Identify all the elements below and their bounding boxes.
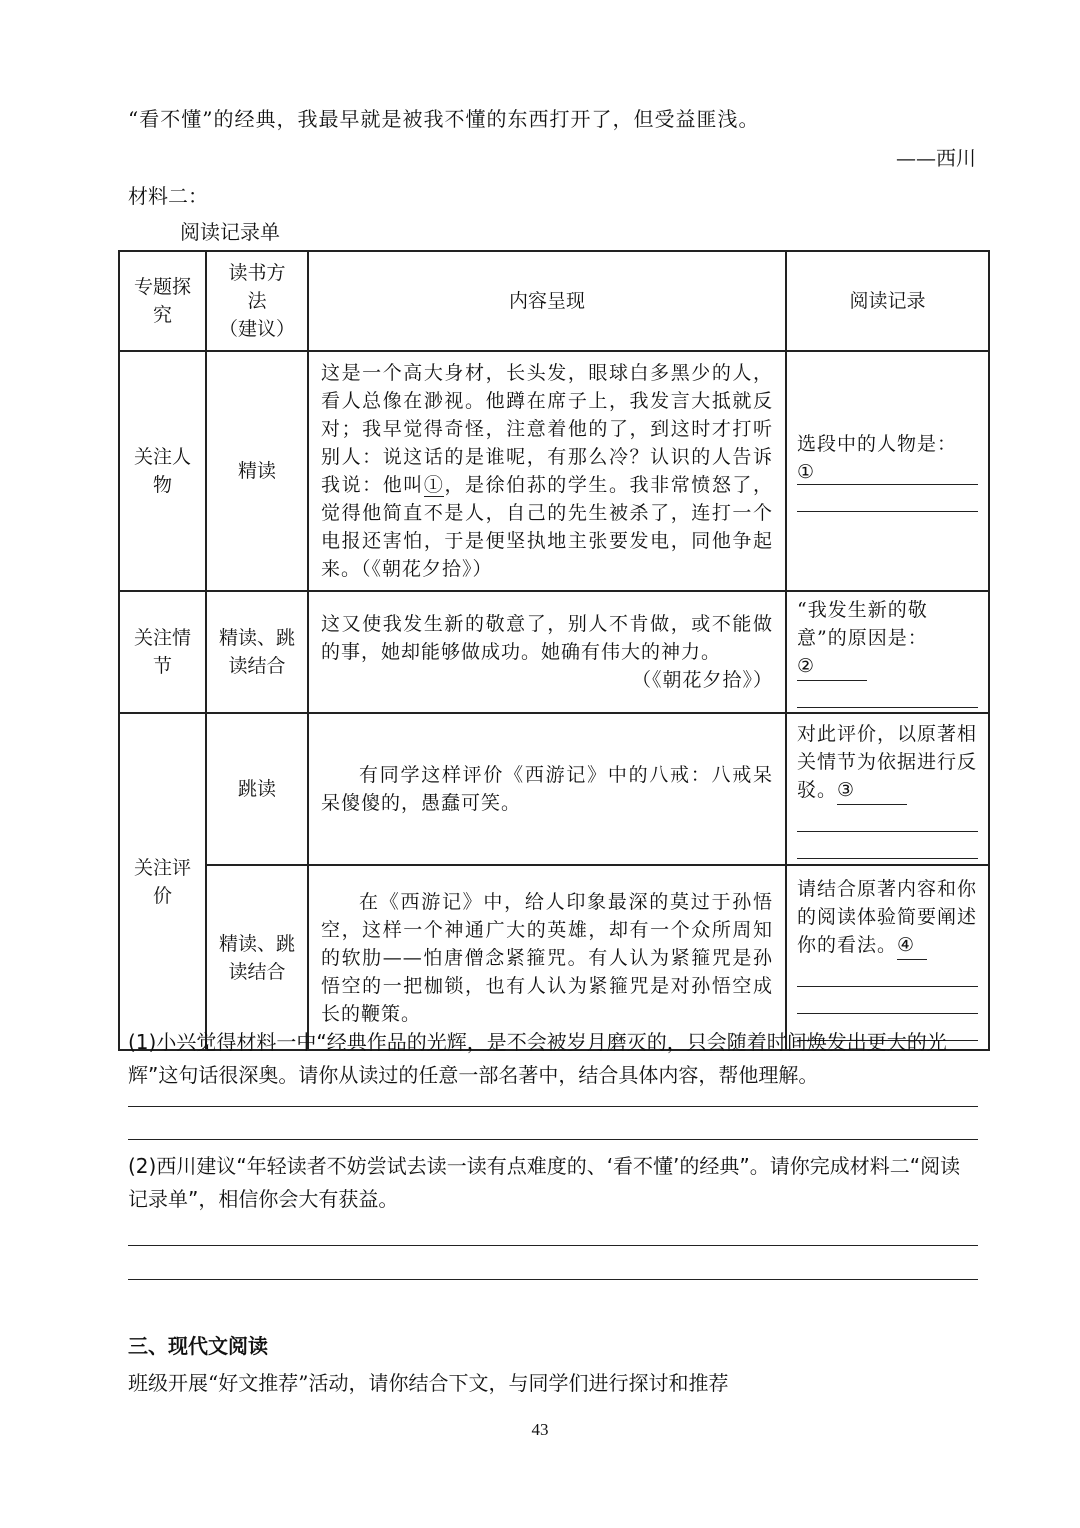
table-row: [119, 351, 989, 591]
record-cell: 对此评价，以原著相关情节为依据进行反驳。③: [786, 713, 989, 865]
answer-blank-3[interactable]: ③: [837, 776, 907, 805]
method-cell: 精读、跳读结合: [206, 865, 308, 1050]
answer-line[interactable]: [797, 960, 978, 987]
answer-blank-1[interactable]: ①: [423, 474, 445, 496]
answer-line[interactable]: [797, 485, 978, 512]
answer-line[interactable]: [797, 805, 978, 832]
content-cell: 有同学这样评价《西游记》中的八戒：八戒呆呆傻傻的，愚蠢可笑。: [308, 713, 786, 865]
topic-cell: 关注人物: [119, 351, 206, 591]
method-cell: 跳读: [206, 713, 308, 865]
answer-line[interactable]: [128, 1279, 978, 1280]
answer-line[interactable]: [128, 1106, 978, 1107]
method-cell: 精读: [206, 351, 308, 591]
table-row: [119, 713, 989, 865]
content-cell: 这又使我发生新的敬意了，别人不肯做，或不能做的事，她却能够做成功。她确有伟大的神力。 （《朝花夕拾》）: [308, 591, 786, 713]
record-cell: “我发生新的敬意”的原因是：②: [786, 591, 989, 713]
answer-line[interactable]: [797, 987, 978, 1014]
content-cell: 这是一个高大身材，长头发，眼球白多黑少的人，看人总像在渺视。他蹲在席子上，我发言大抵就反对；我早觉得奇怪，注意着他的了，到这时才打听别人：说这话的是谁呢，有那么冷？认识的人告诉我说：他叫①，是徐伯荪的学生。我非常愤怒了，觉得他简直不是人，自己的先生被杀了，连打一个电报还害怕，于是便坚执地主张要发电，同他争起来。（《朝花夕拾》）: [308, 351, 786, 591]
table-row: [119, 865, 989, 1050]
table-title: 阅读记录单: [180, 220, 280, 244]
content-cell: 在《西游记》中，给人印象最深的莫过于孙悟空，这样一个神通广大的英雄，却有一个众所周知的软肋——怕唐僧念紧箍咒。有人认为紧箍咒是孙悟空的一把枷锁，也有人认为紧箍咒是对孙悟空成长的鞭策。: [308, 865, 786, 1050]
answer-line[interactable]: [797, 832, 978, 859]
reading-record-table: [118, 250, 990, 1051]
answer-blank-4[interactable]: ④: [897, 931, 927, 960]
header-topic: 专题探究: [119, 251, 206, 351]
answer-line[interactable]: ①: [797, 458, 978, 485]
table-row: [119, 591, 989, 713]
section3-intro: 班级开展“好文推荐”活动，请你结合下文，与同学们进行探讨和推荐: [128, 1371, 729, 1395]
question-2: (2)西川建议“年轻读者不妨尝试去读一读有点难度的、‘看不懂’的经典”。请你完成材料二“阅读记录单”，相信你会大有获益。: [128, 1154, 961, 1211]
topic-cell: 关注评价: [119, 713, 206, 1050]
topic-cell: 关注情节: [119, 591, 206, 713]
answer-line[interactable]: [797, 681, 978, 708]
record-cell: 选段中的人物是： ①: [786, 351, 989, 591]
page-number: 43: [531, 1420, 549, 1439]
header-method: 读书方 法 （建议）: [206, 251, 308, 351]
answer-blank-2[interactable]: ②: [797, 652, 867, 681]
record-cell: 请结合原著内容和你的阅读体验简要阐述你的看法。④: [786, 865, 989, 1050]
header-content: 内容呈现: [308, 251, 786, 351]
question-1: (1)小兴觉得材料一中“经典作品的光辉，是不会被岁月磨灭的，只会随着时间焕发出更大的光辉”这句话很深奥。请你从读过的任意一部名著中，结合具体内容，帮他理解。: [128, 1030, 947, 1087]
header-record: 阅读记录: [786, 251, 989, 351]
section3-title: 三、现代文阅读: [128, 1334, 268, 1358]
answer-line[interactable]: [128, 1245, 978, 1246]
method-cell: 精读、跳读结合: [206, 591, 308, 713]
answer-line[interactable]: [128, 1139, 978, 1140]
material2-label: 材料二：: [128, 184, 208, 208]
table-header-row: [119, 251, 989, 351]
material1-author: ——西川: [896, 146, 976, 170]
material1-tail: “看不懂”的经典，我最早就是被我不懂的东西打开了，但受益匪浅。: [128, 107, 760, 131]
